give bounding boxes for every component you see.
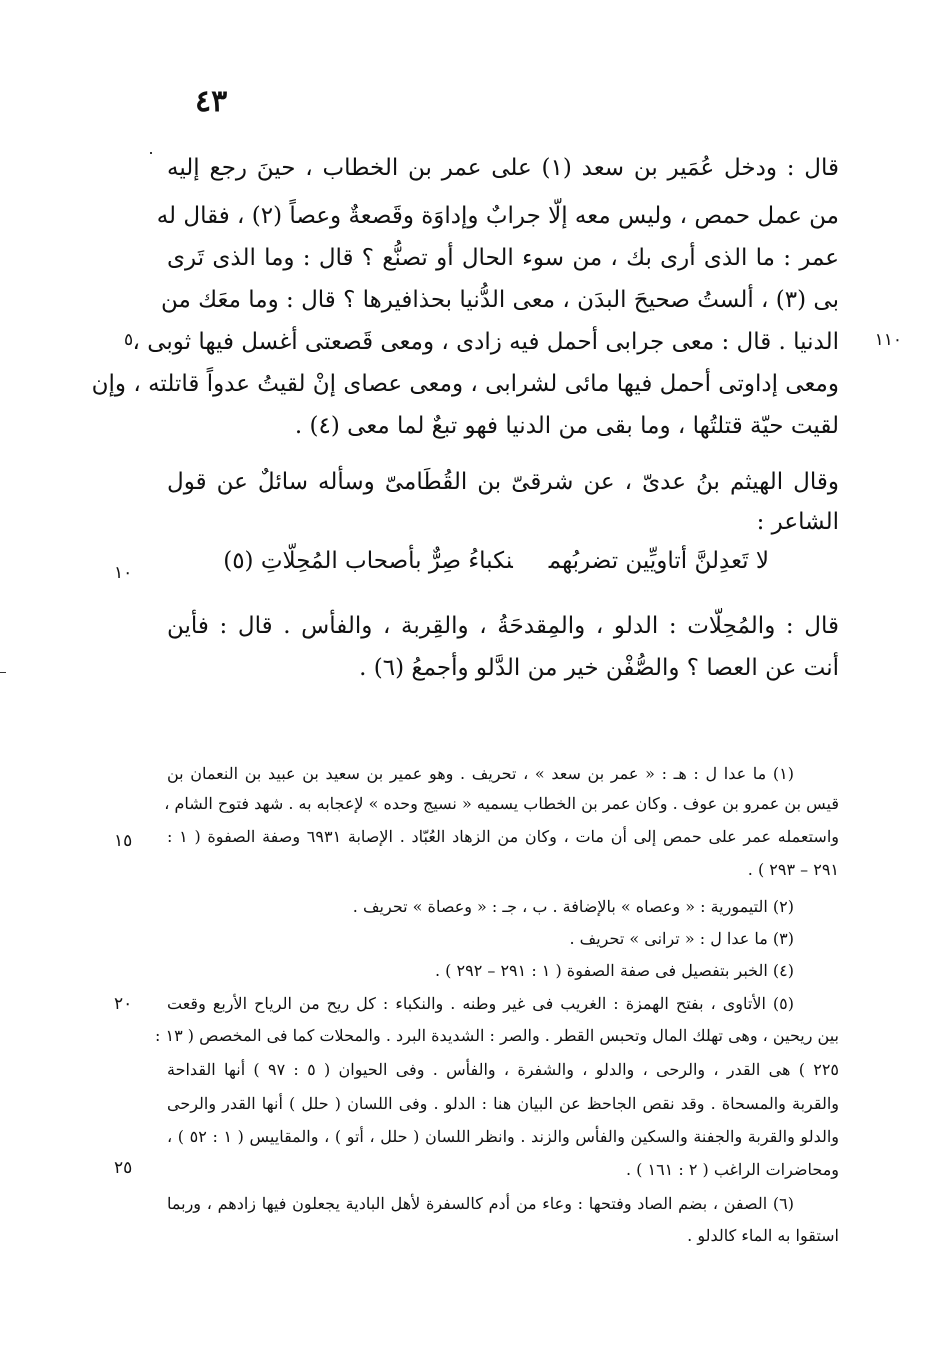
footnote-line: قيس بن عمرو بن عوف . وكان عمر بن الخطاب يسميه « نسيج وحده » لإعجابه به . شهد فتوح الشام ،	[164, 794, 839, 813]
margin-number: ٢٥	[114, 1158, 133, 1178]
main-text-line: عمر : ما الذى أرى بك ، من سوء الحال أو تصنُّع ؟ قال : وما الذى تَرى	[167, 245, 839, 271]
verse-hemistich-second: نكباءُ صِرٌّ بأصحاب المُحِلّاتِ (٥)	[223, 548, 513, 574]
footnote-line: ٢٩١ – ٢٩٣ ) .	[747, 860, 839, 879]
main-text-line: وقال الهيثم بنُ عدىّ ، عن شرقىّ بن القُطَامىّ وسأله سائلٌ عن قول	[167, 469, 839, 495]
page-number: ٤٣	[195, 84, 228, 119]
footnote-line: (٥) الأتاوى ، بفتح الهمزة : الغريب فى غير وطنه . والنكباء : كل ريح من الرياح الأربع وقعت	[167, 994, 794, 1013]
main-text-line: من عمل حمص ، وليس معه إلّا جرابٌ وإداوَة وقَصعةٌ وعصاً (٢) ، فقال له	[156, 203, 839, 229]
footnote-line: ومحاضرات الراغب ( ٢ : ١٦١ ) .	[625, 1160, 839, 1179]
scan-speck	[0, 672, 6, 673]
footnote-line: (٦) الصفن ، بضم الصاد وفتحها : وعاء من أدم كالسفرة لأهل البادية يجعلون فيها زادهم ، وربما	[167, 1194, 794, 1213]
scan-speck	[150, 152, 152, 154]
margin-number: ٥	[124, 330, 134, 350]
margin-number: ١٠	[114, 563, 133, 583]
footnote-line: (٣) ما عدا ل : « ترانى » تحريف .	[569, 929, 794, 948]
main-text-line: أنت عن العصا ؟ والصُّفْن خير من الدَّلو وأجمعُ (٦) .	[359, 655, 839, 681]
main-text-line: بى (٣) ، ألستُ صحيحَ البدَن ، معى الدُّنيا بحذافيرها ؟ قال : وما معَك من	[161, 287, 839, 313]
footnote-line: والقربة والمسحاة . وقد نقص الجاحظ عن البيان هنا : الدلو . وفى اللسان ( حلل ) أنها القدر والرحى	[167, 1094, 839, 1113]
main-text-line: الشاعر :	[756, 509, 839, 535]
poem-verse	[187, 548, 769, 574]
footnote-line: استقوا به الماء كالدلو .	[687, 1226, 839, 1245]
main-text-line: قال : والمُحِلّات : الدلو ، والمِقدحَةُ ، والقِربة ، والفأس . قال : فأين	[167, 613, 839, 639]
margin-number: ١٥	[114, 831, 133, 851]
footnote-line: (١) ما عدا ل : هـ : « عمر بن سعد » ، تحريف . وهو عمير بن سعيد بن عبيد بن النعمان بن	[167, 764, 794, 783]
footnote-line: واستعمله عمر على حمص إلى أن مات ، وكان من الزهاد العُبّاد . الإصابة ٦٩٣١ وصفة الصفوة ( ١ :	[167, 827, 839, 846]
main-text-line: لقيت حيّة قتلتُها ، وما بقى من الدنيا فهو تبعٌ لما معى (٤) .	[294, 413, 839, 439]
footnote-line: بين ريحين ، وهى تهلك المال وتحبس القطر . والصر : الشديدة البرد . والمحلات كما فى المخصص ( ١٣ :	[155, 1026, 839, 1045]
margin-number: ١١٠	[874, 330, 902, 350]
footnote-line: (٤) الخبر بتفصيل فى صفة الصفوة ( ١ : ٢٩١ – ٢٩٢ ) .	[435, 961, 794, 980]
footnote-line: (٢) التيمورية : « وعصاه » بالإضافة . ب ، جـ : « وعصاة » تحريف .	[352, 897, 794, 916]
footnote-line: ٢٢٥ ) هى القدر ، والرحى ، والدلو ، والشفرة ، والفأس . وفى الحيوان ( ٥ : ٩٧ ) أنها القداحة	[167, 1060, 840, 1079]
footnote-line: والدلو والقربة والجفنة والسكين والفأس والزند . وانظر اللسان ( حلل ، أتو ) ، والمقاييس ( ١ : ٥٢ ) ،	[167, 1127, 840, 1146]
main-text-line: الدنيا . قال : معى جرابى أحمل فيه زادى ، ومعى قَصعتى أغسل فيها ثوبى ،	[132, 329, 839, 355]
margin-number: ٢٠	[114, 994, 133, 1014]
verse-hemistich-first: لا تَعدِلنَّ أتاويِّين تضربُهم	[548, 548, 769, 574]
main-text-line: ومعى إداوتى أحمل فيها مائى لشرابى ، ومعى عصاى إنْ لقيتُ عدواً قاتلته ، وإن	[91, 371, 839, 397]
main-text-line: قال : ودخل عُمَير بن سعد (١) على عمر بن الخطاب ، حينَ رجع إليه	[167, 155, 840, 181]
